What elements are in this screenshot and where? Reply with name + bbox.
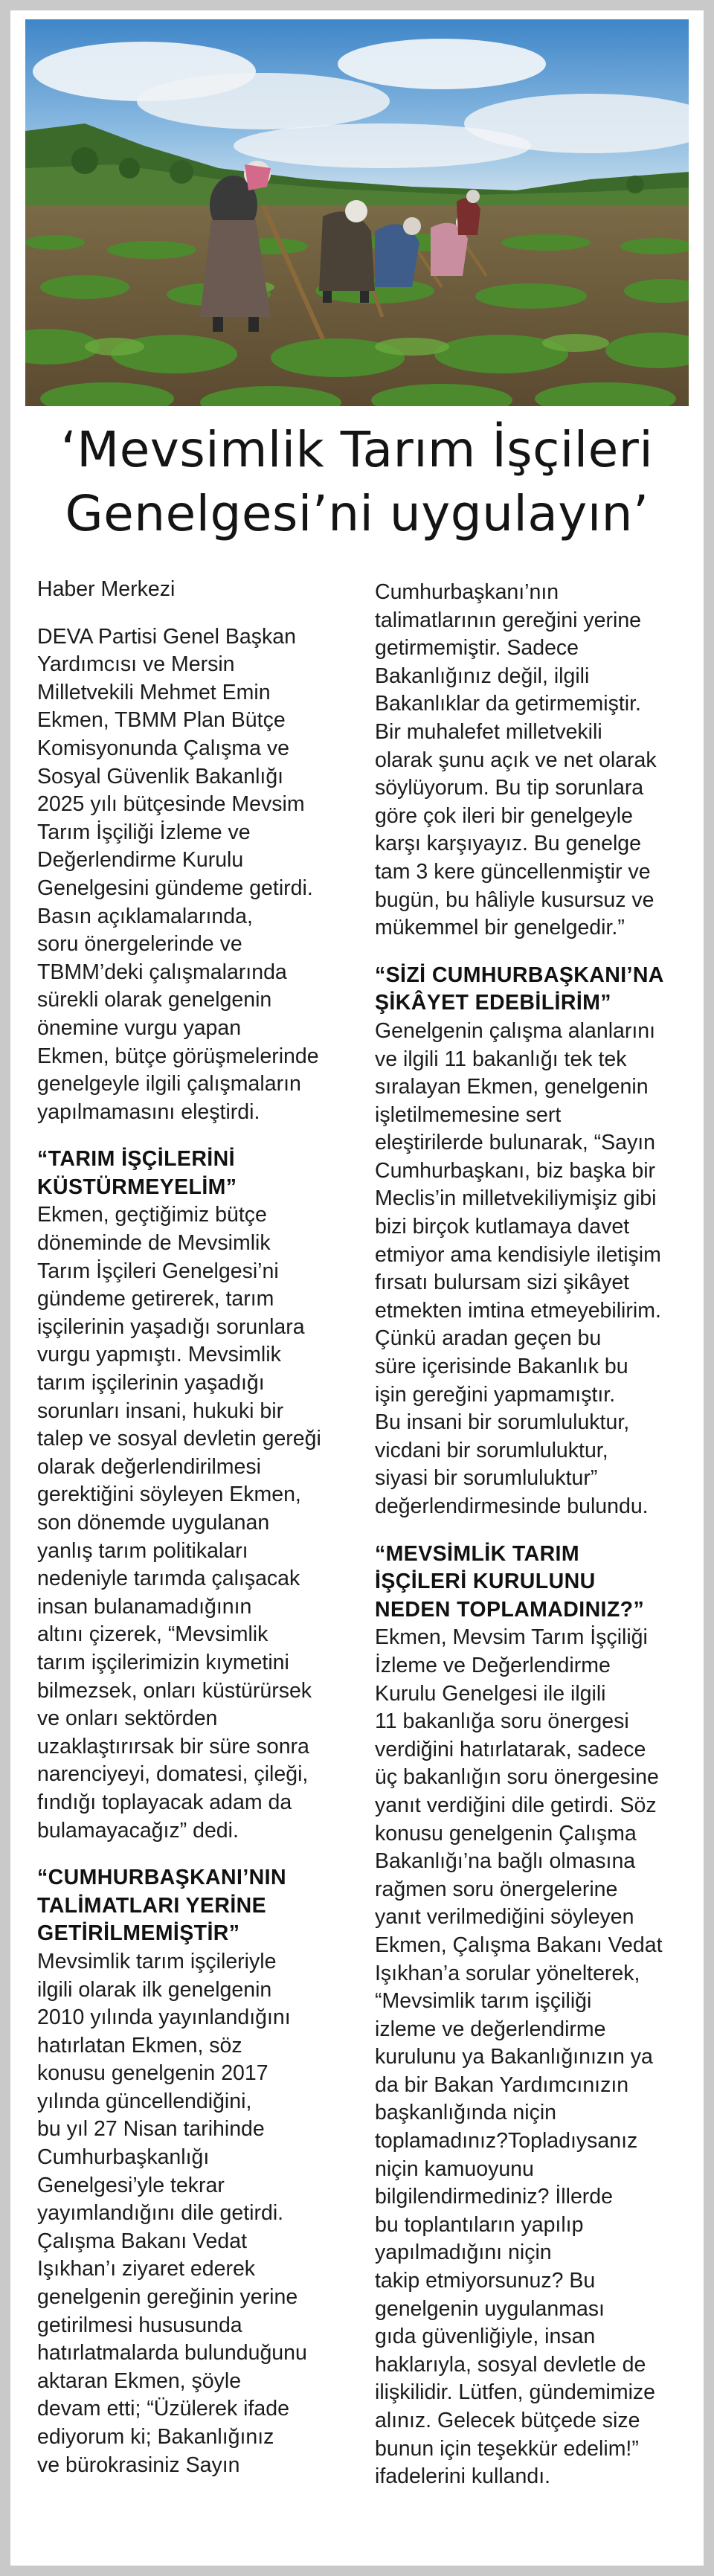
body-text-line: Bu insani bir sorumluluktur, [375,1410,630,1435]
body-text-line: niçin kamuoyunu [375,2156,534,2181]
body-text-line: ve onları sektörden [37,1706,218,1731]
body-text-line: karşı karşıyayız. Bu genelge [375,832,642,856]
body-text-line: getirilmesi hususunda [37,2313,242,2337]
body-text-line: konusu genelgenin 2017 [37,2061,268,2086]
body-text-line: işin gereğini yapmamıştır. [375,1382,616,1407]
body-text-line: aktaran Ekmen, şöyle [37,2368,242,2393]
body-text-line: gıda güvenliğiyle, insan [375,2325,596,2349]
body-text-line: yanlış tarım politikaları [37,1538,248,1563]
paragraph-gap [37,1845,345,1864]
body-text-line: toplamadınız?Topladıysanız [375,2129,638,2153]
subheading: GETİRİLMEMİŞTİR” [37,1921,240,1946]
body-text-line: bugün, bu hâliyle kusursuz ve [375,887,654,912]
body-text-line: tam 3 kere güncellenmiştir ve [375,859,651,884]
body-text-line: siyasi bir sorumluluktur” [375,1466,598,1491]
body-text-line: alınız. Gelecek bütçede size [375,2409,640,2432]
body-text-line: izleme ve değerlendirme [375,2017,606,2041]
body-text-line: konusu genelgenin Çalışma [375,1821,637,1846]
farm-workers-photo [25,19,689,406]
body-text-line: bunun için teşekkür edelim!” [375,2436,639,2461]
body-text-line: yılında güncellendiğini, [37,2089,252,2113]
body-text-line: vurgu yapmıştı. Mevsimlik [37,1343,281,1367]
body-text-line: fırsatı bulursam sizi şikâyet [375,1271,630,1295]
body-text-line: talep ve sosyal devletin gereği [37,1427,321,1451]
body-text-line: talimatlarının gereğini yerine [375,608,642,632]
body-text-line: genelgenin gereğinin yerine [37,2285,298,2310]
body-text-line: yapılmamasını eleştirdi. [37,1099,260,1124]
body-text-line: insan bulanamadığının [37,1594,252,1619]
body-text-line: devam etti; “Üzülerek ifade [37,2397,289,2421]
body-text-line: Ekmen, Çalışma Bakanı Vedat [375,1933,663,1957]
body-text-line: Ekmen, bütçe görüşmelerinde [37,1044,319,1068]
body-text-line: söylüyorum. Bu tip sorunlara [375,776,644,800]
body-text-line: Kurulu Genelgesi ile ilgili [375,1681,606,1706]
body-text-line: takip etmiyorsunuz? Bu [375,2269,596,2293]
body-text-line: Yardımcısı ve Mersin [37,652,235,677]
body-text-line: Ekmen, geçtiğimiz bütçe [37,1203,267,1227]
body-text-line: Basın açıklamalarında, [37,904,253,928]
body-text-line: başkanlığında niçin [375,2101,557,2125]
body-text-line: verdiğini hatırlatarak, sadece [375,1737,646,1761]
body-text-line: Tarım İşçileri Genelgesi’ni [37,1259,279,1283]
body-text-line: Haber Merkezi [37,577,176,601]
body-text-line: etmiyor ama kendisiyle iletişim [375,1242,661,1267]
body-text-line: Cumhurbaşkanlığı [37,2145,210,2170]
paragraph-gap [375,1521,683,1541]
body-text-line: bilmezsek, onları küstürürsek [37,1678,312,1703]
body-text-line: yapılmadığını niçin [375,2241,552,2265]
body-text-line: mükemmel bir genelgedir.” [375,916,625,940]
body-text-line: vicdani bir sorumluluktur, [375,1438,608,1462]
body-text-line: işçilerinin yaşadığı sorunlara [37,1314,305,1339]
headline [10,418,704,546]
body-text-line: 2025 yılı bütçesinde Mevsim [37,792,305,817]
body-text-line: 2010 yılında yayınlandığını [37,2005,291,2030]
body-text-line: gündeme getirerek, tarım [37,1287,274,1311]
body-text-line: Meclis’in milletvekiliymişiz gibi [375,1186,657,1211]
body-text-line: Mevsimlik tarım işçileriyle [37,1949,277,1973]
body-text-line: genelgeyle ilgili çalışmaların [37,1072,301,1096]
article-column-right [375,579,683,2491]
body-text-line: Bakanlığı’na bağlı olmasına [375,1849,636,1874]
paragraph-gap [375,942,683,962]
body-text-line: genelgenin uygulanması [375,2296,605,2321]
subheading: TALİMATLARI YERİNE [37,1893,267,1918]
body-text-line: Ekmen, Mevsim Tarım İşçiliği [375,1625,648,1650]
body-text-line: sıralayan Ekmen, genelgenin [375,1075,649,1099]
body-text-line: bu toplantıların yapılıp [375,2212,584,2237]
body-text-line: etmekten imtina etmeyebilirim. [375,1298,661,1323]
body-text-line: İzleme ve Değerlendirme [375,1653,611,1677]
body-text-line: sorunları insani, hukuki bir [37,1398,284,1423]
body-text-line: 11 bakanlığa soru önergesi [375,1709,629,1734]
body-text-line: fındığı toplayacak adam da [37,1790,292,1814]
body-text-line: getirmemiştir. Sadece [375,636,579,661]
paragraph-gap [37,1126,345,1146]
body-text-line: Sosyal Güvenlik Bakanlığı [37,764,284,788]
body-text-line: ilgili olarak ilk genelgenin [37,1977,272,2002]
body-text-line: ve bürokrasiniz Sayın [37,2453,240,2477]
body-text-line: Cumhurbaşkanı, biz başka bir [375,1158,656,1183]
body-text-line: Bakanlığınız değil, ilgili [375,664,590,688]
subheading: ŞİKÂYET EDEBİLİRİM” [375,991,611,1015]
body-text-line: Genelgesi’yle tekrar [37,2173,225,2197]
body-text-line: bu yıl 27 Nisan tarihinde [37,2117,265,2142]
body-text-line: değerlendirmesinde bulundu. [375,1494,649,1518]
subheading: “CUMHURBAŞKANI’NIN [37,1866,286,1890]
body-text-line: Işıkhan’ı ziyaret ederek [37,2257,256,2281]
body-text-line: bilgilendirmediniz? İllerde [375,2185,613,2209]
subheading: “MEVSİMLİK TARIM [375,1541,580,1566]
body-text-line: bulamayacağız” dedi. [37,1818,239,1843]
body-text-line: ifadelerini kullandı. [375,2464,551,2489]
body-text-line: süre içerisinde Bakanlık bu [375,1355,628,1379]
subheading: KÜSTÜRMEYELİM” [37,1175,237,1199]
body-text-line: da bir Bakan Yardımcınızın [375,2072,629,2097]
body-text-line: ilişkilidir. Lütfen, gündemimize [375,2380,655,2405]
headline-line: ‘Mevsimlik Tarım İşçileri [60,421,654,478]
body-text-line: son dönemde uygulanan [37,1511,270,1535]
body-text-line: tarım işçilerinin yaşadığı [37,1371,265,1395]
body-text-line: narenciyeyi, domatesi, çileği, [37,1762,309,1787]
body-text-line: kurulunu ya Bakanlığınızın ya [375,2045,653,2069]
subheading: “TARIM İŞÇİLERİNİ [37,1147,235,1172]
body-text-line: Tarım İşçiliği İzleme ve [37,820,251,844]
body-text-line: ediyorum ki; Bakanlığınız [37,2425,274,2449]
body-text-line: Genelgesini gündeme getirdi. [37,876,313,900]
body-text-line: soru önergelerinde ve [37,932,242,957]
body-text-line: ve ilgili 11 bakanlığı tek tek [375,1047,627,1071]
body-text-line: rağmen soru önergelerine [375,1877,618,1901]
body-text-line: yanıt verilmediğini söyleyen [375,1905,634,1930]
body-text-line: eleştirilerde bulunarak, “Sayın [375,1131,656,1155]
body-text-line: önemine vurgu yapan [37,1015,242,1040]
body-text-line: DEVA Partisi Genel Başkan [37,624,296,649]
body-text-line: işletilmemesine sert [375,1102,562,1127]
body-text-line: sürekli olarak genelgenin [37,988,272,1012]
body-text-line: hatırlatmalarda bulunduğunu [37,2341,307,2365]
newspaper-page [10,10,704,2566]
body-text-line: Ekmen, TBMM Plan Bütçe [37,708,286,733]
body-text-line: altını çizerek, “Mevsimlik [37,1622,268,1647]
body-text-line: Bakanlıklar da getirmemiştir. [375,692,641,716]
subheading: İŞÇİLERİ KURULUNU [375,1570,596,1594]
body-text-line: yanıt verdiğini dile getirdi. Söz [375,1793,657,1817]
article-column-left [37,576,345,2479]
body-text-line: Değerlendirme Kurulu [37,848,244,873]
body-text-line: haklarıyla, sosyal devletle de [375,2352,646,2377]
body-text-line: üç bakanlığın soru önergesine [375,1765,659,1790]
body-text-line: olarak şunu açık ve net olarak [375,748,657,772]
body-text-line: Çünkü aradan geçen bu [375,1326,602,1351]
body-text-line: olarak değerlendirilmesi [37,1454,261,1479]
body-text-line: döneminde de Mevsimlik [37,1231,271,1256]
subheading: NEDEN TOPLAMADINIZ?” [375,1597,645,1622]
headline-line: Genelgesi’ni uygulayın’ [65,485,649,542]
body-text-line: hatırlatan Ekmen, söz [37,2033,242,2058]
body-text-line: bizi birçok kutlamaya davet [375,1215,630,1239]
body-text-line: gerektiğini söyleyen Ekmen, [37,1483,301,1507]
body-text-line: Genelgenin çalışma alanlarını [375,1018,656,1043]
body-text-line: Cumhurbaşkanı’nın [375,580,559,604]
body-text-line: göre çok ileri bir genelgeyle [375,803,633,828]
body-text-line: “Mevsimlik tarım işçiliği [375,1989,592,2014]
body-text-line: Milletvekili Mehmet Emin [37,680,271,704]
body-text-line: Çalışma Bakanı Vedat [37,2229,247,2253]
body-text-line: Komisyonunda Çalışma ve [37,736,289,760]
body-text-line: Işıkhan’a sorular yönelterek, [375,1961,640,1985]
body-text-line: TBMM’deki çalışmalarında [37,960,287,984]
body-text-line: uzaklaştırırsak bir süre sonra [37,1734,309,1758]
body-text-line: Bir muhalefet milletvekili [375,719,602,744]
subheading: “SİZİ CUMHURBAŞKANI’NA [375,963,664,987]
body-text-line: nedeniyle tarımda çalışacak [37,1567,300,1591]
paragraph-gap [37,604,345,623]
body-text-line: tarım işçilerimizin kıymetini [37,1650,289,1674]
body-text-line: yayımlandığını dile getirdi. [37,2201,284,2226]
